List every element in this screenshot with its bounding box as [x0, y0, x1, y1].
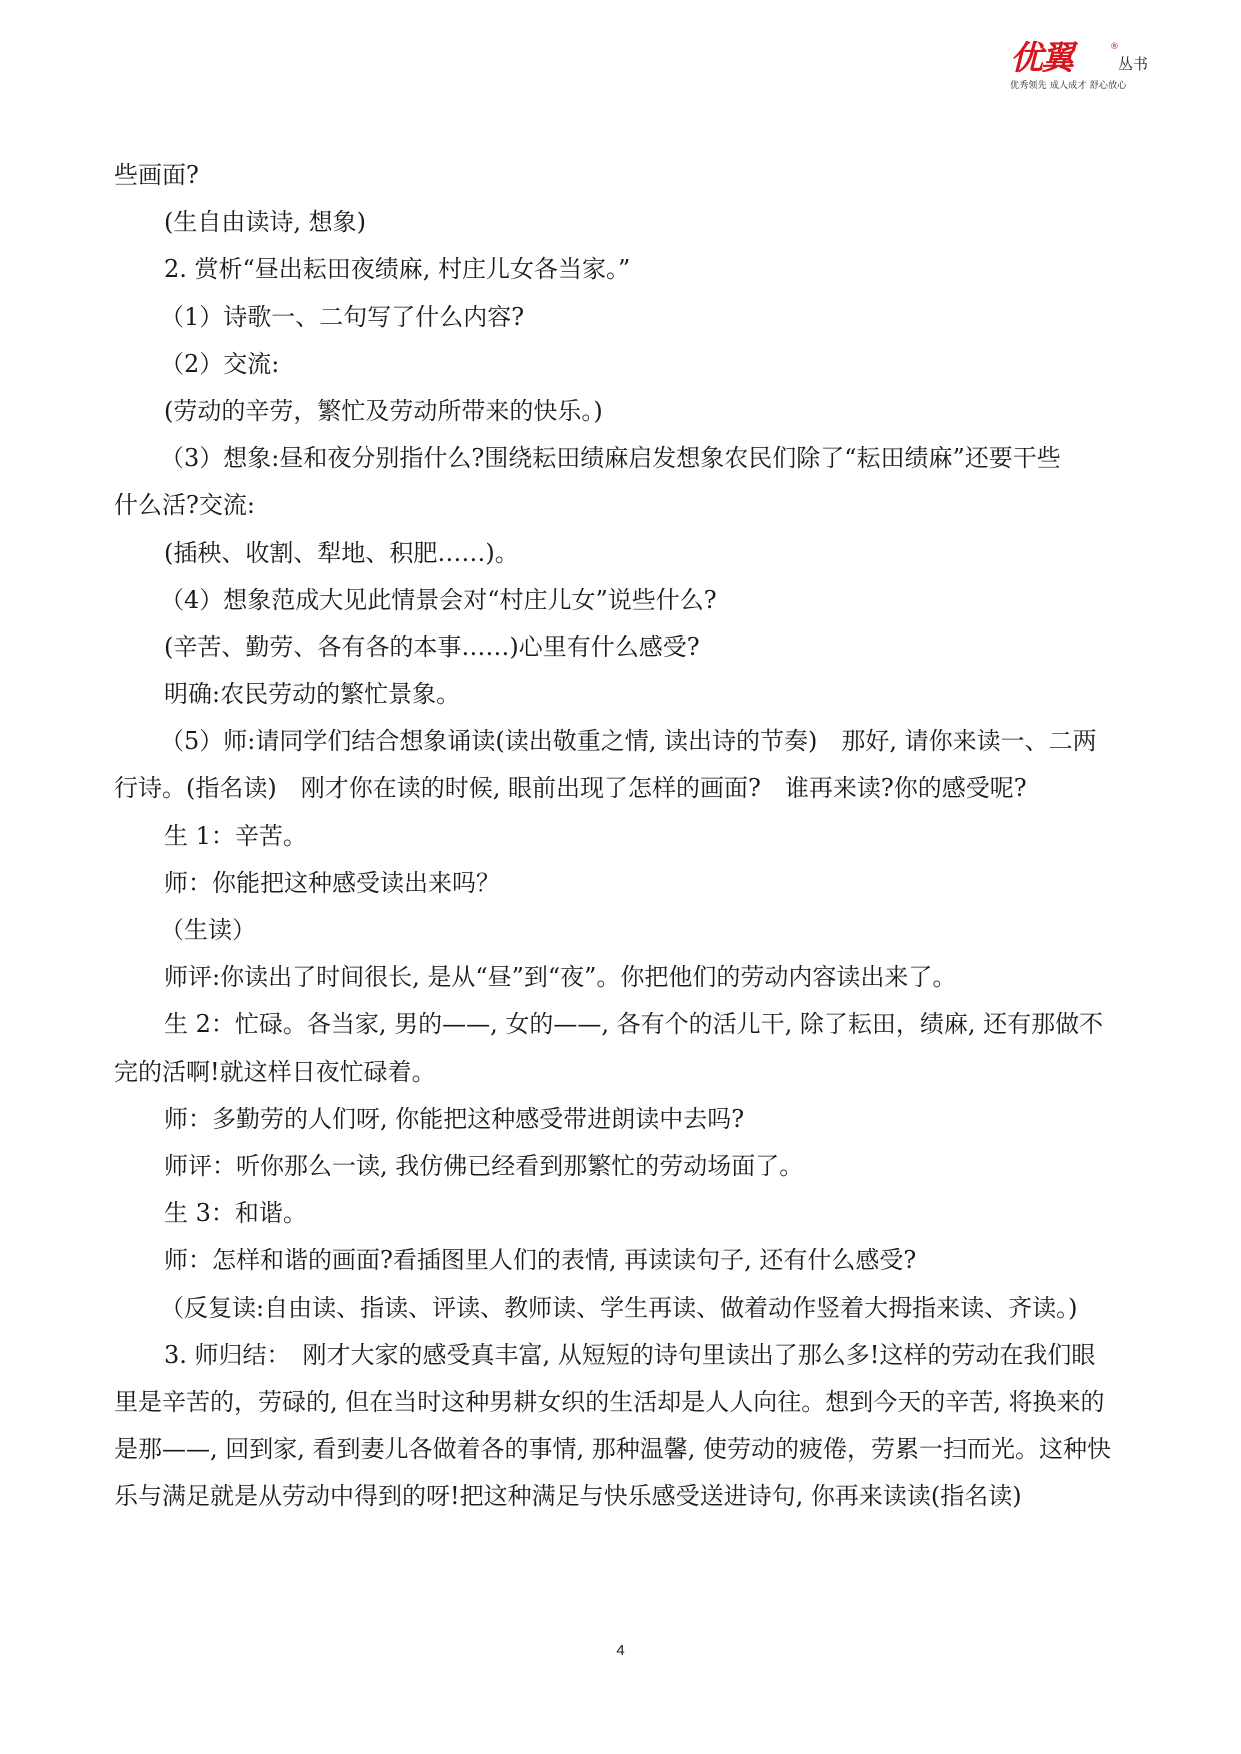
- text-line: 2. 赏析“昼出耘田夜绩麻, 村庄儿女各当家。”: [164, 255, 631, 284]
- text-line: (插秧、收割、犁地、积肥……)。: [164, 538, 519, 567]
- text-line: （5）师:请同学们结合想象诵读(读出敬重之情, 读出诗的节奏) 那好, 请你来读一、二两: [160, 727, 1097, 756]
- logo-brand-text: 优翼: [1010, 38, 1072, 77]
- text-line: (生自由读诗, 想象): [164, 208, 366, 237]
- logo-series-text: 丛书: [1118, 55, 1149, 73]
- text-line: 完的活啊!就这样日夜忙碌着。: [114, 1057, 436, 1086]
- text-line: 生 1：辛苦。: [164, 821, 307, 850]
- text-line: 些画面?: [114, 161, 199, 189]
- text-line: 师：你能把这种感受读出来吗？: [164, 868, 500, 897]
- logo-tagline: 优秀领先 成人成才 舒心放心: [1010, 81, 1127, 91]
- text-line: (劳动的辛劳，繁忙及劳动所带来的快乐。): [164, 396, 603, 425]
- text-line: 生 3：和谐。: [164, 1199, 307, 1228]
- text-line: 是那——, 回到家, 看到妻儿各做着各的事情, 那种温馨, 使劳动的疲倦，劳累一扫而光。这种快: [114, 1435, 1112, 1464]
- text-line: 生 2：忙碌。各当家, 男的——, 女的——, 各有个的活儿干, 除了耘田，绩麻, 还有那做不: [164, 1010, 1104, 1039]
- registered-mark: ®: [1110, 42, 1119, 52]
- text-line: （生读）: [160, 916, 256, 944]
- document-body: [114, 152, 1132, 1520]
- text-line: （3）想象:昼和夜分别指什么?围绕耘田绩麻启发想象农民们除了“耘田绩麻”还要干些: [160, 444, 1061, 473]
- text-line: 师评：听你那么一读, 我仿佛已经看到那繁忙的劳动场面了。: [164, 1151, 804, 1180]
- text-line: (辛苦、勤劳、各有各的本事……)心里有什么感受?: [164, 632, 700, 661]
- text-line: （2）交流:: [160, 349, 280, 378]
- publisher-logo: [1010, 38, 1170, 98]
- text-line: 师：多勤劳的人们呀, 你能把这种感受带进朗读中去吗?: [164, 1104, 745, 1133]
- text-line: 什么活?交流:: [114, 491, 255, 520]
- text-line: 明确:农民劳动的繁忙景象。: [164, 680, 461, 709]
- text-line: 乐与满足就是从劳动中得到的呀!把这种满足与快乐感受送进诗句, 你再来读读(指名读): [114, 1482, 1022, 1511]
- text-line: （1）诗歌一、二句写了什么内容?: [160, 302, 525, 331]
- page-number: 4: [616, 1642, 625, 1659]
- text-line: 行诗。(指名读) 刚才你在读的时候, 眼前出现了怎样的画面? 谁再来读?你的感受呢?: [114, 774, 1027, 803]
- text-line: （反复读:自由读、指读、评读、教师读、学生再读、做着动作竖着大拇指来读、齐读。): [160, 1293, 1078, 1322]
- text-line: （4）想象范成大见此情景会对“村庄儿女”说些什么?: [160, 585, 717, 614]
- text-line: 师：怎样和谐的画面?看插图里人们的表情, 再读读句子, 还有什么感受?: [164, 1246, 917, 1275]
- text-line: 3. 师归结： 刚才大家的感受真丰富, 从短短的诗句里读出了那么多!这样的劳动在我们眼: [164, 1340, 1096, 1369]
- text-line: 师评:你读出了时间很长, 是从“昼”到“夜”。你把他们的劳动内容读出来了。: [164, 963, 957, 992]
- text-line: 里是辛苦的，劳碌的, 但在当时这种男耕女织的生活却是人人向往。想到今天的辛苦, 将换来的: [114, 1387, 1105, 1416]
